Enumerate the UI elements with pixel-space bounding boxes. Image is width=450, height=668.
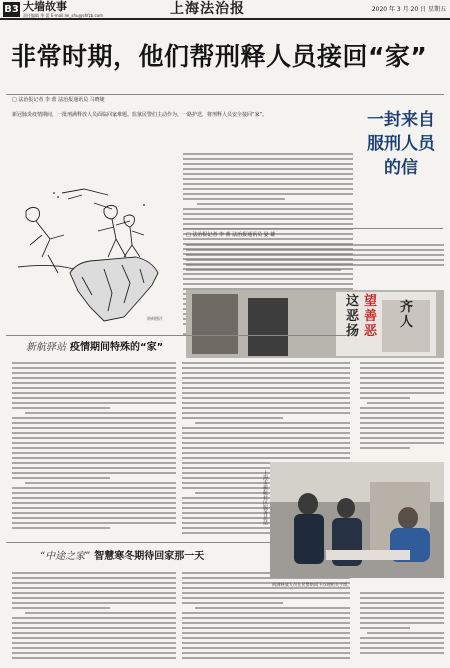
photo-wall-board: [186, 290, 444, 358]
page-number: B3: [4, 4, 19, 15]
board-char: 善: [364, 309, 378, 324]
headline-area: [0, 31, 450, 89]
board-char: 望: [364, 294, 378, 309]
board-char: 齐: [400, 300, 414, 315]
board-text-col3: [400, 300, 413, 330]
board-char: 扬: [346, 324, 360, 339]
board-char: 恶: [346, 309, 360, 324]
illustration-credit: 资料图片: [147, 316, 163, 321]
article-text-col-1: [12, 362, 176, 538]
side-intro-text: [186, 244, 444, 284]
masthead: [0, 0, 450, 20]
subhead-2-text: 智慧寒冬期待回家那一天: [94, 551, 205, 562]
newspaper-name: 上海法治报: [170, 1, 245, 17]
illustration: [12, 165, 172, 323]
byline-main: [12, 97, 105, 104]
subhead-2-kicker: “中途之家”: [40, 551, 91, 562]
photo-caption-1: 刑满释放人员在民警陪同下办理相关手续。: [272, 582, 352, 587]
subhead-1: [26, 341, 163, 355]
board-text-col1: [346, 294, 359, 339]
board-char: 人: [400, 315, 414, 330]
board-char: 恶: [364, 324, 378, 339]
photo-officers: [270, 462, 444, 578]
subhead-1-text: 疫情期间特殊的“家”: [70, 342, 164, 353]
board-text-col2: [364, 294, 377, 339]
byline-main-text: □ 法治报记者 李 蕾 法治报通讯员 马晓婕: [12, 97, 105, 103]
side-byline-text: □ 法治报记者 李 蕾 法治报通讯员 晏 雄: [186, 232, 276, 238]
side-title: 一封来自服刑人员的信: [367, 110, 435, 178]
article-text-col-3: [12, 572, 176, 664]
board-char: 这: [346, 294, 360, 309]
editor-line: 责任编辑 华 蕾 E-mail:lei_shu@shfzb.com: [23, 13, 104, 18]
subhead-1-kicker: 新航驿站: [26, 342, 66, 353]
article-text-col-5: [360, 362, 444, 457]
main-headline: 非常时期，他们帮刑释人员接回“家”: [11, 42, 428, 71]
rule: [183, 228, 443, 229]
section-name: 大墙故事: [23, 0, 67, 13]
side-byline: [186, 232, 275, 239]
photo-vertical-caption: 上海市新航社区服务总站: [262, 470, 268, 525]
issue-date: 2020 年 3 月 20 日 星期五: [371, 6, 446, 13]
subhead-2: [40, 550, 204, 564]
lead-paragraph: 新冠肺炎疫情期间，一批刑满释放人员面临回家难题。监狱民警们主动作为，一路护送，将刑释人员安全接回“家”。: [12, 112, 268, 118]
rule: [6, 335, 346, 336]
rule: [6, 94, 444, 95]
article-text-col-6: [360, 592, 444, 664]
